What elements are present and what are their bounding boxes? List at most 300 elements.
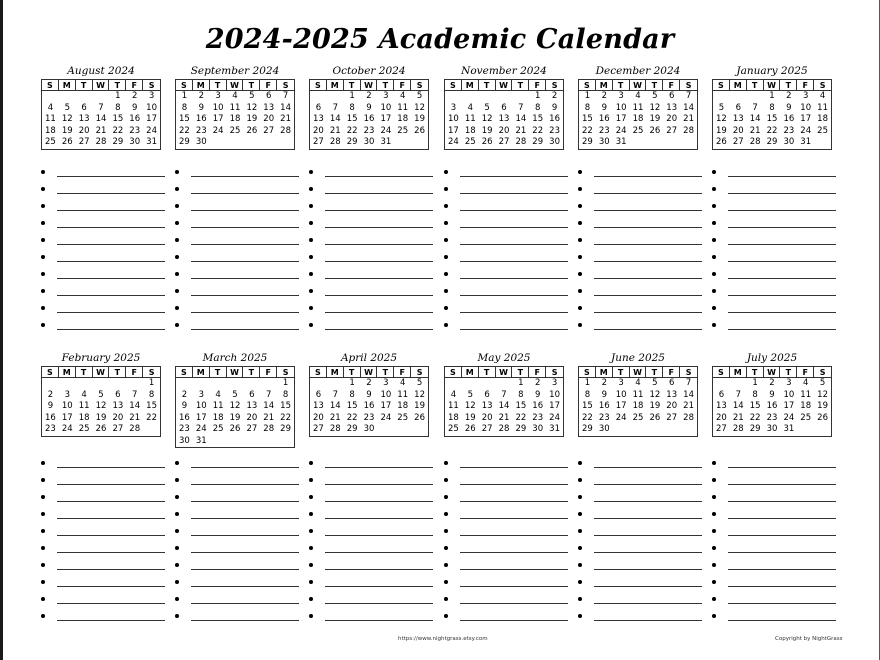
note-line[interactable] — [309, 489, 433, 506]
day-number: 29 — [346, 424, 358, 434]
day-number: 2 — [551, 91, 558, 101]
day-number: 4 — [635, 91, 641, 101]
note-line[interactable] — [41, 574, 165, 591]
note-line[interactable] — [175, 164, 299, 181]
writing-rule — [728, 518, 836, 519]
note-line[interactable] — [41, 198, 165, 215]
weekday-header: S — [579, 80, 596, 91]
day-number: 22 — [749, 412, 761, 423]
note-line[interactable] — [444, 300, 568, 317]
day-number: 28 — [129, 424, 141, 434]
weekday-header: W — [227, 80, 244, 91]
weekday-header: W — [764, 80, 781, 91]
weekday-header: W — [764, 367, 781, 378]
note-line[interactable] — [175, 283, 299, 300]
day-number: 8 — [115, 102, 121, 113]
note-line[interactable] — [444, 283, 568, 300]
day-number: 21 — [263, 412, 275, 423]
note-line[interactable] — [41, 249, 165, 266]
bullet-icon — [444, 512, 448, 516]
note-line[interactable] — [309, 455, 433, 472]
note-line[interactable] — [309, 283, 433, 300]
day-number: 10 — [146, 102, 157, 113]
note-line[interactable] — [712, 489, 836, 506]
note-line[interactable] — [175, 232, 299, 249]
note-line[interactable] — [712, 455, 836, 472]
note-line[interactable] — [41, 540, 165, 557]
writing-rule — [594, 295, 702, 296]
bullet-icon — [309, 563, 313, 567]
note-line[interactable] — [309, 300, 433, 317]
note-line[interactable] — [444, 489, 568, 506]
note-line[interactable] — [712, 523, 836, 540]
weekday-header: T — [512, 367, 529, 378]
note-line[interactable] — [444, 523, 568, 540]
note-line[interactable] — [309, 472, 433, 489]
note-line[interactable] — [309, 591, 433, 608]
day-number: 22 — [515, 412, 527, 423]
bullet-icon — [175, 563, 179, 567]
notes-list — [175, 455, 299, 625]
note-line[interactable] — [578, 215, 702, 232]
day-number: 4 — [81, 389, 87, 400]
writing-rule — [191, 586, 299, 587]
day-number: 26 — [464, 424, 476, 434]
day-number: 22 — [582, 125, 593, 136]
note-line[interactable] — [444, 266, 568, 283]
note-line[interactable] — [578, 455, 702, 472]
weekday-header: T — [646, 80, 663, 91]
day-number: 25 — [817, 125, 828, 136]
bullet-icon — [712, 187, 716, 191]
weekday-header: S — [143, 80, 160, 91]
bullet-icon — [309, 512, 313, 516]
weekday-header: T — [479, 367, 496, 378]
note-line[interactable] — [712, 506, 836, 523]
weekday-header: F — [529, 367, 546, 378]
day-number: 15 — [766, 114, 778, 124]
note-line[interactable] — [712, 608, 836, 625]
weekday-header: T — [377, 367, 394, 378]
day-number: 16 — [45, 412, 56, 423]
note-line[interactable] — [175, 300, 299, 317]
note-line[interactable] — [578, 164, 702, 181]
day-number: 29 — [766, 137, 778, 147]
note-line[interactable] — [175, 215, 299, 232]
note-line[interactable] — [712, 266, 836, 283]
month-name: October 2024 — [332, 65, 406, 77]
writing-rule — [594, 535, 702, 536]
day-number: 30 — [549, 137, 560, 147]
note-line[interactable] — [578, 472, 702, 489]
day-number: 4 — [467, 102, 473, 113]
note-line[interactable] — [41, 232, 165, 249]
note-line[interactable] — [175, 249, 299, 266]
day-number: 26 — [246, 125, 258, 136]
day-number: 24 — [212, 125, 224, 136]
note-line[interactable] — [444, 472, 568, 489]
note-line[interactable] — [175, 591, 299, 608]
day-number: 18 — [800, 401, 812, 411]
note-line[interactable] — [712, 249, 836, 266]
day-number: 18 — [229, 114, 241, 124]
day-number: 25 — [397, 125, 409, 136]
weekday-header: T — [344, 367, 361, 378]
day-number: 17 — [615, 401, 627, 411]
day-number: 28 — [732, 424, 744, 434]
bullet-icon — [309, 221, 313, 225]
day-number: 2 — [601, 378, 607, 388]
bullet-icon — [444, 204, 448, 208]
day-number: 19 — [414, 401, 425, 411]
weekday-header: S — [277, 367, 294, 378]
note-line[interactable] — [175, 317, 299, 334]
note-line[interactable] — [712, 300, 836, 317]
note-line[interactable] — [444, 215, 568, 232]
bullet-icon — [41, 221, 45, 225]
note-line[interactable] — [578, 181, 702, 198]
note-line[interactable] — [578, 506, 702, 523]
weekday-header: F — [663, 367, 680, 378]
writing-rule — [191, 329, 299, 330]
note-line[interactable] — [712, 164, 836, 181]
bullet-icon — [175, 289, 179, 293]
day-number: 2 — [601, 91, 607, 101]
writing-rule — [57, 552, 165, 553]
empty-day-cell — [176, 378, 193, 390]
day-number: 20 — [313, 412, 324, 423]
day-number: 11 — [800, 389, 812, 400]
note-line[interactable] — [578, 232, 702, 249]
weekday-header: S — [713, 367, 730, 378]
day-number: 31 — [195, 435, 207, 446]
note-line[interactable] — [175, 557, 299, 574]
note-line[interactable] — [309, 557, 433, 574]
note-line[interactable] — [41, 283, 165, 300]
note-line[interactable] — [444, 198, 568, 215]
writing-rule — [325, 295, 433, 296]
note-line[interactable] — [309, 506, 433, 523]
day-number: 5 — [484, 102, 490, 113]
day-number: 23 — [363, 412, 375, 423]
day-number: 3 — [198, 389, 204, 400]
day-number: 6 — [249, 389, 255, 400]
day-number: 27 — [313, 137, 324, 147]
note-line[interactable] — [444, 608, 568, 625]
note-line[interactable] — [175, 181, 299, 198]
note-line[interactable] — [712, 557, 836, 574]
note-line[interactable] — [712, 540, 836, 557]
day-number: 15 — [179, 114, 190, 124]
month-calendar — [712, 64, 832, 150]
day-number: 24 — [800, 125, 812, 136]
note-line[interactable] — [175, 455, 299, 472]
note-line[interactable] — [712, 232, 836, 249]
bullet-icon — [578, 255, 582, 259]
day-number: 16 — [598, 401, 610, 411]
writing-rule — [460, 244, 568, 245]
day-number: 16 — [363, 401, 375, 411]
day-number: 27 — [716, 424, 727, 434]
writing-rule — [191, 501, 299, 502]
day-number: 11 — [397, 389, 409, 400]
note-line[interactable] — [309, 198, 433, 215]
note-line[interactable] — [309, 266, 433, 283]
notes-list — [712, 455, 836, 625]
day-number: 17 — [448, 125, 459, 136]
writing-rule — [460, 329, 568, 330]
day-number: 6 — [315, 389, 322, 400]
note-line[interactable] — [712, 181, 836, 198]
empty-day-cell — [210, 378, 227, 390]
note-line[interactable] — [578, 198, 702, 215]
day-number: 28 — [515, 137, 527, 147]
day-number: 18 — [397, 114, 409, 124]
writing-rule — [57, 501, 165, 502]
note-line[interactable] — [444, 540, 568, 557]
weekday-header: T — [210, 367, 227, 378]
weekday-header: S — [814, 367, 831, 378]
note-line[interactable] — [41, 506, 165, 523]
note-line[interactable] — [712, 591, 836, 608]
writing-rule — [594, 227, 702, 228]
note-line[interactable] — [175, 523, 299, 540]
note-line[interactable] — [712, 472, 836, 489]
note-line[interactable] — [175, 266, 299, 283]
day-number: 5 — [718, 102, 725, 113]
day-number: 3 — [148, 91, 155, 101]
note-line[interactable] — [712, 198, 836, 215]
day-number: 12 — [649, 102, 661, 113]
day-number: 3 — [618, 378, 624, 388]
note-line[interactable] — [578, 608, 702, 625]
day-number: 21 — [683, 114, 694, 124]
note-line[interactable] — [578, 266, 702, 283]
note-line[interactable] — [41, 300, 165, 317]
day-number: 27 — [666, 412, 678, 423]
note-line[interactable] — [309, 164, 433, 181]
note-line[interactable] — [444, 506, 568, 523]
bullet-icon — [578, 187, 582, 191]
note-line[interactable] — [578, 540, 702, 557]
note-line[interactable] — [712, 215, 836, 232]
day-number: 2 — [769, 378, 775, 388]
writing-rule — [594, 603, 702, 604]
note-line[interactable] — [41, 489, 165, 506]
note-line[interactable] — [41, 455, 165, 472]
note-line[interactable] — [444, 232, 568, 249]
note-line[interactable] — [175, 198, 299, 215]
weekday-header: M — [327, 367, 344, 378]
note-line[interactable] — [309, 249, 433, 266]
note-line[interactable] — [175, 574, 299, 591]
bullet-icon — [578, 597, 582, 601]
note-line[interactable] — [444, 591, 568, 608]
day-number: 10 — [448, 114, 459, 124]
note-line[interactable] — [578, 523, 702, 540]
day-number: 5 — [232, 389, 238, 400]
writing-rule — [57, 312, 165, 313]
bullet-icon — [444, 563, 448, 567]
day-number: 5 — [98, 389, 104, 400]
weekday-header: F — [663, 80, 680, 91]
note-line[interactable] — [41, 472, 165, 489]
note-line[interactable] — [175, 608, 299, 625]
writing-rule — [191, 535, 299, 536]
writing-rule — [460, 227, 568, 228]
writing-rule — [57, 278, 165, 279]
note-line[interactable] — [175, 540, 299, 557]
note-line[interactable] — [712, 574, 836, 591]
day-number: 8 — [349, 102, 355, 113]
bullet-icon — [175, 170, 179, 174]
note-line[interactable] — [41, 215, 165, 232]
note-line[interactable] — [578, 591, 702, 608]
note-line[interactable] — [41, 266, 165, 283]
bullet-icon — [309, 529, 313, 533]
note-line[interactable] — [41, 523, 165, 540]
day-number: 17 — [800, 114, 812, 124]
note-line[interactable] — [712, 317, 836, 334]
weekday-header: T — [344, 80, 361, 91]
day-number: 20 — [78, 125, 90, 136]
day-number: 21 — [95, 125, 107, 136]
note-line[interactable] — [309, 574, 433, 591]
bullet-icon — [578, 204, 582, 208]
note-line[interactable] — [444, 164, 568, 181]
day-number: 21 — [732, 412, 744, 423]
day-number: 21 — [498, 412, 510, 423]
bullet-icon — [41, 580, 45, 584]
writing-rule — [57, 586, 165, 587]
day-number: 13 — [716, 401, 727, 411]
note-line[interactable] — [175, 506, 299, 523]
note-line[interactable] — [444, 455, 568, 472]
note-line[interactable] — [712, 283, 836, 300]
bullet-icon — [712, 529, 716, 533]
writing-rule — [594, 620, 702, 621]
note-line[interactable] — [309, 608, 433, 625]
note-line[interactable] — [578, 249, 702, 266]
note-line[interactable] — [41, 164, 165, 181]
weekday-header: S — [411, 367, 428, 378]
writing-rule — [191, 278, 299, 279]
weekday-header: S — [143, 367, 160, 378]
day-number: 8 — [752, 389, 758, 400]
day-number: 7 — [501, 389, 507, 400]
note-line[interactable] — [444, 317, 568, 334]
writing-rule — [57, 535, 165, 536]
day-number: 30 — [598, 137, 610, 147]
day-number: 24 — [783, 412, 795, 423]
bullet-icon — [712, 512, 716, 516]
note-line[interactable] — [309, 181, 433, 198]
weekday-header: M — [59, 80, 76, 91]
weekday-header: S — [680, 80, 697, 91]
day-number: 11 — [817, 102, 828, 113]
notes-list — [444, 455, 568, 625]
bullet-icon — [41, 546, 45, 550]
writing-rule — [460, 620, 568, 621]
day-number: 13 — [246, 401, 258, 411]
note-line[interactable] — [309, 215, 433, 232]
note-line[interactable] — [578, 489, 702, 506]
writing-rule — [728, 329, 836, 330]
empty-day-cell — [59, 91, 76, 103]
bullet-icon — [444, 255, 448, 259]
weekday-header: F — [529, 80, 546, 91]
bullet-icon — [712, 461, 716, 465]
note-line[interactable] — [444, 574, 568, 591]
weekday-header: T — [512, 80, 529, 91]
note-line[interactable] — [578, 557, 702, 574]
day-number: 29 — [346, 137, 358, 147]
day-number: 21 — [329, 412, 341, 423]
writing-rule — [191, 603, 299, 604]
bullet-icon — [444, 238, 448, 242]
writing-rule — [325, 603, 433, 604]
weekday-header: T — [243, 80, 260, 91]
day-number: 23 — [179, 424, 190, 434]
day-number: 9 — [181, 401, 188, 411]
note-line[interactable] — [578, 317, 702, 334]
note-line[interactable] — [578, 574, 702, 591]
day-number: 11 — [229, 102, 241, 113]
note-line[interactable] — [41, 608, 165, 625]
month-name: March 2025 — [202, 352, 268, 364]
month-calendar — [309, 351, 429, 437]
writing-rule — [594, 552, 702, 553]
day-number: 28 — [263, 424, 275, 434]
day-number: 3 — [803, 91, 809, 101]
note-line[interactable] — [309, 540, 433, 557]
month-calendar — [578, 64, 698, 150]
note-line[interactable] — [309, 232, 433, 249]
note-line[interactable] — [309, 317, 433, 334]
day-number: 27 — [666, 125, 678, 136]
weekday-header: S — [546, 367, 563, 378]
writing-rule — [460, 535, 568, 536]
note-line[interactable] — [41, 591, 165, 608]
weekday-header: M — [730, 367, 747, 378]
day-number: 30 — [532, 424, 544, 434]
day-number: 23 — [766, 412, 778, 423]
note-line[interactable] — [309, 523, 433, 540]
day-number: 20 — [666, 401, 678, 411]
note-line[interactable] — [444, 557, 568, 574]
note-line[interactable] — [41, 181, 165, 198]
weekday-header: S — [42, 80, 59, 91]
note-line[interactable] — [175, 489, 299, 506]
note-line[interactable] — [578, 300, 702, 317]
note-line[interactable] — [41, 317, 165, 334]
writing-rule — [594, 586, 702, 587]
day-number: 1 — [349, 91, 355, 101]
day-number: 1 — [584, 378, 591, 388]
day-number: 14 — [732, 401, 744, 411]
day-number: 4 — [400, 378, 406, 388]
note-line[interactable] — [444, 249, 568, 266]
note-line[interactable] — [175, 472, 299, 489]
day-number: 4 — [803, 378, 809, 388]
day-number: 15 — [515, 401, 527, 411]
note-line[interactable] — [578, 283, 702, 300]
day-number: 21 — [280, 114, 291, 124]
day-number: 13 — [112, 401, 124, 411]
note-line[interactable] — [41, 557, 165, 574]
note-line[interactable] — [444, 181, 568, 198]
day-number: 8 — [535, 102, 541, 113]
